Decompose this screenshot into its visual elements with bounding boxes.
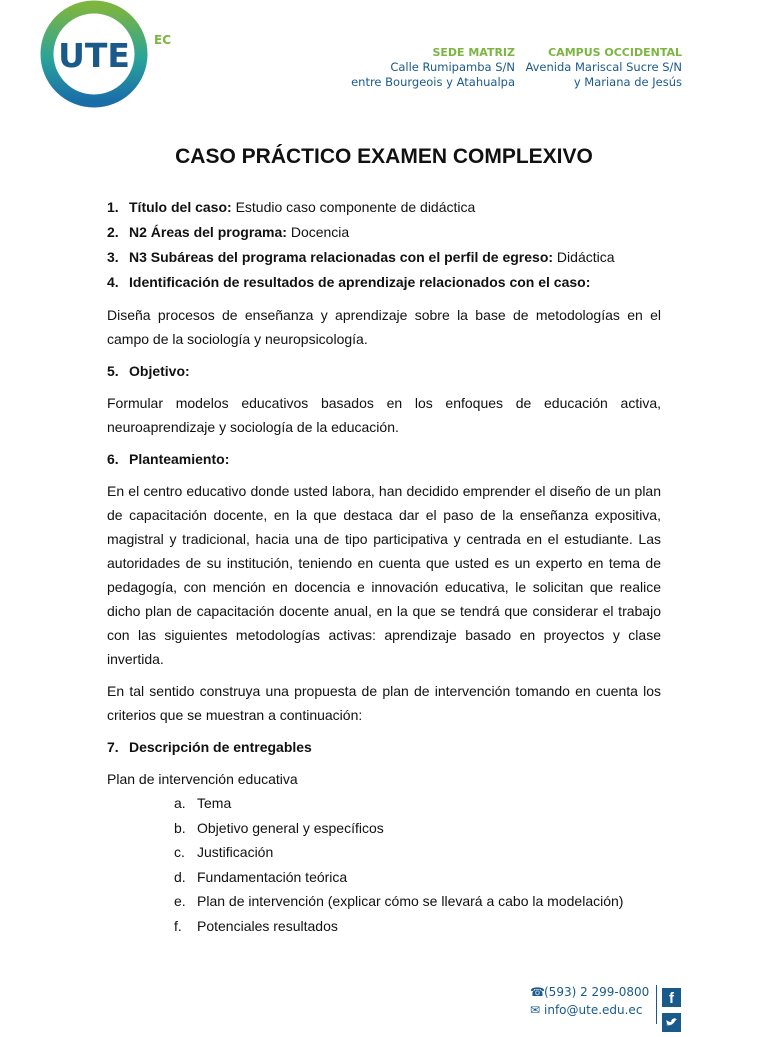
item-label: Identificación de resultados de aprendizaje relacionados con el caso: [129, 274, 591, 290]
phone-number: (593) 2 299-0800 [544, 985, 650, 999]
campus-line1: Avenida Mariscal Sucre S/N [525, 60, 682, 74]
footer-divider [656, 985, 657, 1024]
item-label: N2 Áreas del programa: [129, 224, 287, 240]
section-entregables: 7. Descripción de entregables [107, 739, 312, 755]
numbered-item-2: 2. N2 Áreas del programa: Docencia [107, 224, 350, 240]
svg-text:EC: EC [154, 33, 172, 47]
item-value: Didáctica [553, 249, 615, 265]
sede-matriz-title: SEDE MATRIZ [432, 46, 515, 59]
campus-title: CAMPUS OCCIDENTAL [548, 46, 682, 59]
email-icon: ✉ [530, 1003, 541, 1017]
document-body [107, 195, 661, 938]
facebook-icon[interactable]: f [662, 988, 681, 1007]
phone-icon: ☎ [530, 985, 545, 999]
numbered-item-4: 4. Identificación de resultados de aprendizaje relacionados con el caso: [107, 274, 591, 290]
section-objetivo: 5. Objetivo: [107, 363, 190, 379]
campus-occidental-address [515, 45, 682, 90]
sede-matriz-line2: entre Bourgeois y Atahualpa [351, 75, 515, 89]
sede-matriz-address [330, 45, 515, 90]
email-address: info@ute.edu.ec [544, 1003, 643, 1017]
item-value: Estudio caso componente de didáctica [231, 199, 476, 215]
phone-row [530, 983, 649, 1001]
list-item: c. Justificación [174, 844, 274, 860]
item-label: Título del caso: [129, 199, 232, 215]
list-item: a. Tema [174, 795, 232, 811]
objetivo-paragraph: Formular modelos educativos basados en los enfoques de educación activa, neuroaprendizaje y sociología de la educación. [107, 395, 661, 435]
twitter-icon[interactable] [662, 1013, 681, 1032]
ute-logo [38, 0, 188, 112]
svg-text:UTE: UTE [58, 36, 130, 75]
campus-line2: y Mariana de Jesús [573, 75, 682, 89]
email-row [530, 1001, 649, 1019]
entregables-list [107, 791, 661, 938]
footer-contact [530, 983, 649, 1019]
planteamiento-paragraph-2: En tal sentido construya una propuesta de plan de intervención tomando en cuenta los criterios que se muestran a continuación: [107, 683, 661, 723]
item-value: Docencia [286, 224, 350, 240]
item-label: N3 Subáreas del programa relacionadas con el perfil de egreso: [129, 249, 554, 265]
list-item: b. Objetivo general y específicos [174, 819, 384, 836]
numbered-item-3: 3. N3 Subáreas del programa relacionadas con el perfil de egreso: Didáctica [107, 249, 615, 265]
page-title: CASO PRÁCTICO EXAMEN COMPLEXIVO [175, 145, 593, 168]
sede-matriz-line1: Calle Rumipamba S/N [390, 60, 515, 74]
list-item: f. Potenciales resultados [174, 917, 338, 934]
entregables-paragraph: Plan de intervención educativa [107, 771, 298, 787]
numbered-item-1: 1. Título del caso: Estudio caso componente de didáctica [107, 199, 476, 215]
section-planteamiento: 6. Planteamiento: [107, 451, 230, 467]
resultados-paragraph: Diseña procesos de enseñanza y aprendizaje sobre la base de metodologías en el campo de la sociología y neuropsicología. [107, 307, 661, 347]
list-item: d. Fundamentación teórica [174, 868, 348, 885]
list-item: e. Plan de intervención (explicar cómo se llevará a cabo la modelación) [174, 893, 624, 909]
planteamiento-paragraph-1: En el centro educativo donde usted labora, han decidido emprender el diseño de un plan de capacitación docente, en la que destaca dar el paso de la enseñanza expositiva, magistral y tradicional, hacia una de tipo participativa y centrada en el estudiante. Las autoridades de su institución, teniendo en cuenta que usted es un experto en tema de pedagogía, con mención en docencia e innovación educativa, le solicitan que realice dicho plan de capacitación docente anual, en la que se tendrá que considerar el trabajo con las siguientes metodologías activas: aprendizaje basado en proyectos y clase invertida. [107, 483, 661, 667]
